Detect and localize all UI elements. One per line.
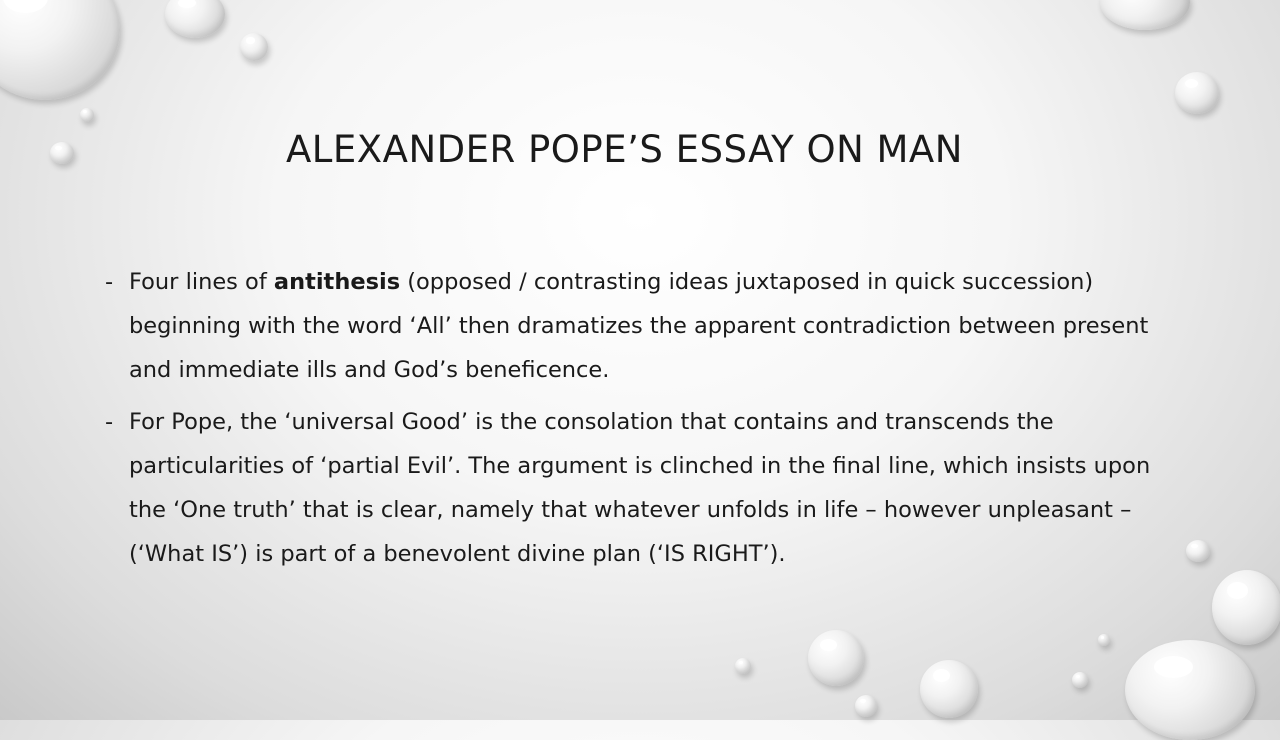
bullet-list: [105, 260, 1185, 584]
water-droplet-decoration: [1175, 72, 1219, 114]
water-droplet-decoration: [1212, 570, 1280, 645]
water-droplet-decoration: [920, 660, 978, 718]
bullet-marker: -: [105, 269, 114, 295]
water-droplet-decoration: [80, 108, 94, 122]
water-droplet-decoration: [165, 0, 225, 38]
bullet-item: [105, 260, 1185, 392]
water-droplet-decoration: [1098, 634, 1110, 646]
bullet-item: [105, 400, 1185, 576]
bullet-marker: -: [105, 409, 114, 435]
water-droplet-decoration: [50, 142, 74, 164]
bullet-text: Four lines of: [129, 269, 274, 295]
slide-title: ALEXANDER POPE’S ESSAY ON MAN: [286, 128, 963, 171]
water-droplet-decoration: [0, 0, 120, 100]
bullet-text: (opposed / contrasting ideas juxtaposed in quick succession) beginning with the word ‘All’ then dramatizes the apparent contradiction between present and immediate ills and God’s beneficence.: [129, 269, 1149, 383]
water-droplet-decoration: [1186, 540, 1210, 562]
water-droplet-decoration: [1125, 640, 1255, 740]
water-droplet-decoration: [808, 630, 864, 686]
water-droplet-decoration: [240, 33, 268, 61]
water-droplet-decoration: [855, 695, 877, 717]
bullet-text: For Pope, the ‘universal Good’ is the consolation that contains and transcends the particularities of ‘partial Evil’. The argument is clinched in the final line, which insists upon the ‘One truth’ that is clear, namely that whatever unfolds in life – however unpleasant – (‘What IS’) is part of a benevolent divine plan (‘IS RIGHT’).: [129, 409, 1151, 567]
bullet-bold-term: antithesis: [273, 269, 401, 295]
water-droplet-decoration: [735, 658, 751, 674]
water-droplet-decoration: [1072, 672, 1088, 688]
water-droplet-decoration: [1100, 0, 1190, 30]
